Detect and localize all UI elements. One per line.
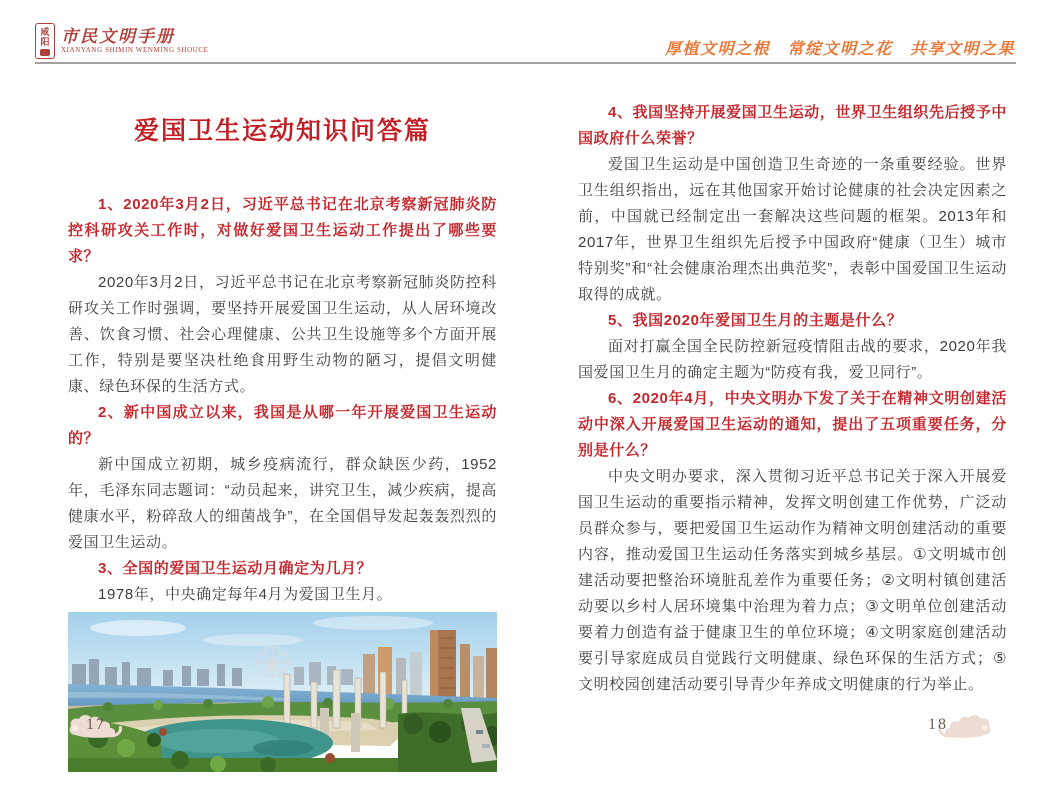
ferris-wheel-icon: [258, 647, 288, 677]
page-number-text: 17: [86, 716, 106, 733]
page-17: [68, 108, 497, 772]
logo-subtitle: XIANYANG SHIMIN WENMING SHOUCE: [61, 46, 209, 54]
seal-stamp-icon: [40, 49, 50, 56]
answer-2: 新中国成立初期，城乡疫病流行，群众缺医少药，1952年，毛泽东同志题词：“动员起来，讲究卫生，减少疾病，提高健康水平，粉碎敌人的细菌战争”，在全国倡导发起轰轰烈烈的爱国卫生运动。: [68, 456, 497, 551]
answer-3: 1978年，中央确定每年4月为爱国卫生月。: [98, 586, 393, 603]
logo-title: 市民文明手册: [61, 27, 175, 46]
question-3: 3、全国的爱国卫生运动月确定为几月？: [98, 560, 373, 577]
qa-list-left: [68, 192, 497, 608]
page-number-text: 18: [928, 716, 948, 733]
question-2: 2、新中国成立以来，我国是从哪一年开展爱国卫生运动的？: [68, 404, 497, 447]
answer-4: 爱国卫生运动是中国创造卫生奇迹的一条重要经验。世界卫生组织指出，远在其他国家开始讨论健康的社会决定因素之前，中国就已经制定出一套解决这些问题的框架。2013年和2017年，世界卫生组织先后授予中国政府“健康（卫生）城市特别奖”和“社会健康治理杰出典范奖”，表彰中国爱国卫生运动取得的成就。: [578, 156, 1007, 303]
question-4: 4、我国坚持开展爱国卫生运动，世界卫生组织先后授予中国政府什么荣誉？: [578, 104, 1007, 147]
page-number-17: [68, 712, 128, 740]
answer-1: 2020年3月2日，习近平总书记在北京考察新冠肺炎防控科研攻关工作时强调，要坚持开展爱国卫生运动，从人居环境改善、饮食习惯、社会心理健康、公共卫生设施等多个方面开展工作，特别是要坚决杜绝食用野生动物的陋习，提倡文明健康、绿色环保的生活方式。: [68, 274, 497, 395]
page-title: 爱国卫生运动知识问答篇: [133, 117, 431, 145]
header-slogan: 厚植文明之根 常绽文明之花 共享文明之果: [664, 41, 1015, 58]
question-1: 1、2020年3月2日，习近平总书记在北京考察新冠肺炎防控科研攻关工作时，对做好爱国卫生运动工作提出了哪些要求？: [68, 196, 497, 265]
handbook-logo: [35, 23, 209, 59]
answer-5: 面对打赢全国全民防控新冠疫情阻击战的要求，2020年我国爱国卫生月的确定主题为“防疫有我，爱卫同行”。: [578, 338, 1007, 381]
seal-icon: [35, 23, 55, 59]
question-6: 6、2020年4月，中央文明办下发了关于在精神文明创建活动中深入开展爱国卫生运动的通知，提出了五项重要任务，分别是什么？: [578, 390, 1007, 459]
seal-char-top: 咸: [40, 26, 50, 37]
seal-char-bottom: 阳: [40, 36, 50, 47]
riverside-city-park-photo: [68, 612, 497, 772]
page-18: [578, 100, 1007, 698]
answer-6: 中央文明办要求，深入贯彻习近平总书记关于深入开展爱国卫生运动的重要指示精神，发挥文明创建工作优势，广泛动员群众参与，要把爱国卫生运动作为精神文明创建活动的重要内容，推动爱国卫生运动任务落实到城乡基层。①文明城市创建活动要把整治环境脏乱差作为重要任务；②文明村镇创建活动要以乡村人居环境集中治理为着力点；③文明单位创建活动要着力创造有益于健康卫生的单位环境；④文明家庭创建活动要引导家庭成员自觉践行文明健康、绿色环保的生活方式；⑤文明校园创建活动要引导青少年养成文明健康的行为举止。: [578, 468, 1007, 693]
header-divider: [35, 62, 1016, 64]
question-5: 5、我国2020年爱国卫生月的主题是什么？: [608, 312, 903, 329]
logo-text: [61, 27, 209, 55]
page-number-18: [924, 712, 984, 740]
